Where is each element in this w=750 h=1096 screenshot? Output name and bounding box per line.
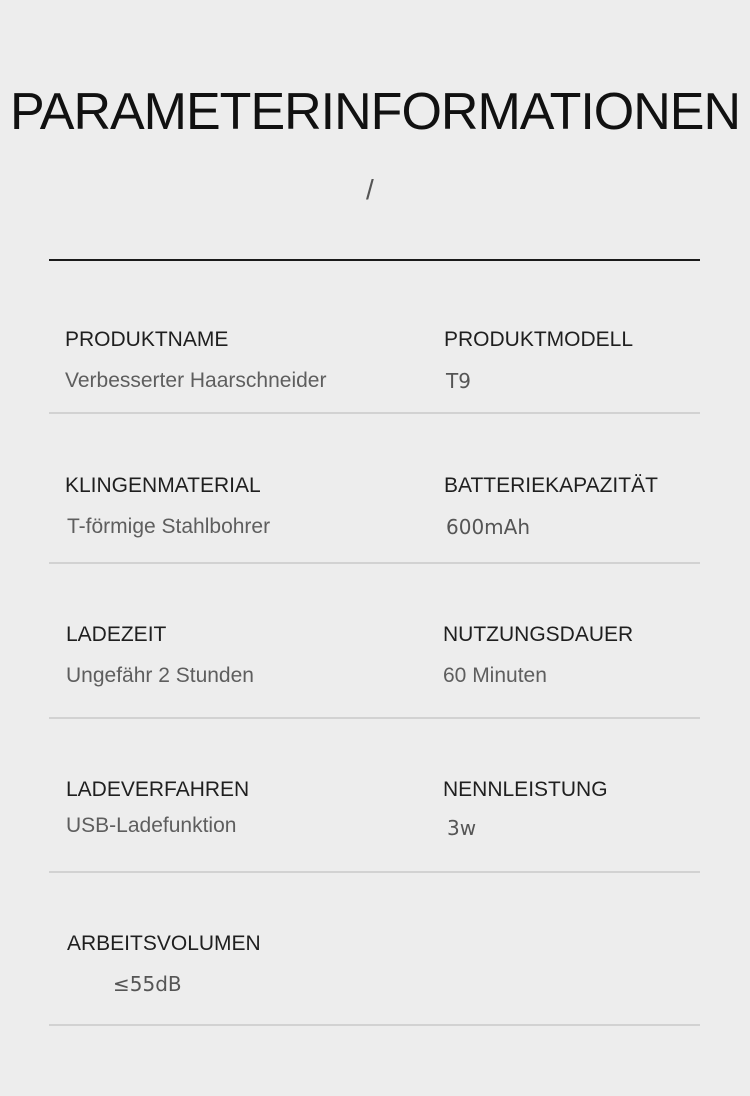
- spec-cell-product-name: [65, 328, 326, 393]
- spec-cell-working-volume: [67, 932, 261, 996]
- spec-cell-charging-time: [66, 623, 254, 688]
- spec-value: Ungefähr 2 Stunden: [66, 664, 254, 687]
- spec-cell-blade-material: [65, 474, 270, 539]
- spec-cell-charging-method: [66, 778, 249, 838]
- spec-value: 600mAh: [446, 515, 531, 539]
- page-title: PARAMETERINFORMATIONEN: [9, 83, 741, 141]
- row-divider: [49, 871, 700, 873]
- row-divider: [49, 1024, 700, 1026]
- row-divider: [49, 412, 700, 414]
- spec-label: ARBEITSVOLUMEN: [67, 932, 261, 955]
- spec-label: KLINGENMATERIAL: [65, 474, 261, 497]
- spec-cell-battery-capacity: [444, 474, 658, 539]
- spec-label: LADEZEIT: [66, 623, 167, 646]
- title-separator: /: [366, 174, 374, 205]
- spec-value: 60 Minuten: [443, 664, 547, 687]
- row-divider: [49, 717, 700, 719]
- spec-value: 3w: [447, 816, 477, 840]
- spec-label: NUTZUNGSDAUER: [443, 623, 634, 646]
- spec-cell-rated-power: [443, 778, 608, 840]
- spec-value: T9: [446, 369, 471, 393]
- spec-value: USB-Ladefunktion: [66, 814, 237, 837]
- spec-value: T-förmige Stahlbohrer: [67, 515, 271, 538]
- spec-label: PRODUKTNAME: [65, 328, 229, 351]
- header-divider: [49, 259, 700, 261]
- spec-cell-product-model: [444, 328, 633, 393]
- spec-cell-usage-duration: [443, 623, 633, 688]
- spec-value: ≤55dB: [113, 972, 182, 996]
- spec-label: LADEVERFAHREN: [66, 778, 250, 801]
- spec-label: PRODUKTMODELL: [444, 328, 634, 351]
- spec-label: BATTERIEKAPAZITÄT: [444, 474, 658, 497]
- spec-value: Verbesserter Haarschneider: [65, 369, 327, 392]
- spec-label: NENNLEISTUNG: [443, 778, 608, 801]
- row-divider: [49, 562, 700, 564]
